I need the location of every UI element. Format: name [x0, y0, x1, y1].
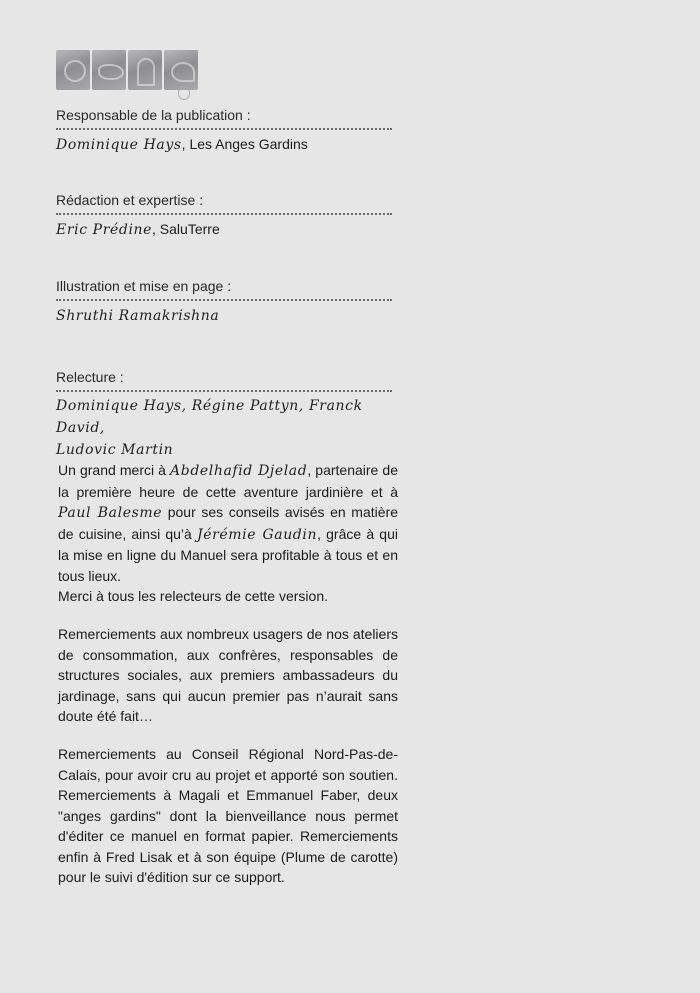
- logo-tile-sprout: [164, 50, 198, 90]
- thanks-text: Un grand merci à: [58, 462, 171, 478]
- thanks-text: Remerciements au Conseil Régional Nord-Pas-de-Calais, pour avoir cru au projet et apporté son soutien. Remerciements à Magali et Emmanuel Faber, deux "anges gardins" dont la bienveillance nous permet d'éditer ce manuel en format papier. Remerciements enfin à Fred Lisak et à son équipe (Plume de carotte) pour le suivi d'édition sur ce support.: [58, 746, 398, 885]
- credit-label: Responsable de la publication :: [56, 106, 392, 130]
- thanks-text: pour ses conseils avisés en matière de cuisine, ainsi qu’à: [58, 504, 398, 542]
- thanks-text: Remerciements aux nombreux usagers de nos ateliers de consommation, aux confrères, responsables de structures sociales, aux premiers ambassadeurs du jardinage, sans qui aucun premier pas n’aurait sans doute été fait…: [58, 626, 398, 724]
- thanks-paragraph-3: [58, 744, 398, 888]
- credit-label: Illustration et mise en page :: [56, 277, 392, 301]
- logo-curl-ornament: [178, 86, 190, 100]
- credit-script-name: Dominique Hays, Régine Pattyn, Franck David,: [56, 398, 363, 436]
- credit-script-name: Shruthi Ramakrishna: [56, 308, 220, 324]
- credit-publication: [56, 106, 396, 156]
- credit-relecture: [56, 368, 396, 461]
- thanks-paragraph-2: [58, 624, 398, 727]
- credit-script-name: Eric Prédine: [56, 222, 153, 238]
- credit-label: Rédaction et expertise :: [56, 191, 392, 215]
- credit-script-name: Dominique Hays: [56, 137, 182, 153]
- credit-names: [56, 304, 396, 327]
- logo-tile-hands: [56, 50, 90, 90]
- logo-tile-pot: [128, 50, 162, 90]
- logo-tile-leaf: [92, 50, 126, 90]
- thanks-name-balesme: Paul Balesme: [58, 505, 163, 521]
- logo-image-strip: [56, 50, 198, 90]
- thanks-relecteurs: Merci à tous les relecteurs de cette version.: [58, 588, 329, 604]
- thanks-paragraph-1: [58, 460, 398, 607]
- credit-organisation: , SaluTerre: [152, 221, 220, 237]
- credit-label: Relecture :: [56, 368, 392, 392]
- credit-organisation: , Les Anges Gardins: [181, 136, 308, 152]
- credit-names: [56, 395, 396, 461]
- credit-illustration: [56, 277, 396, 327]
- thanks-name-gaudin: Jérémie Gaudin: [197, 526, 318, 543]
- thanks-name-djelad: Abdelhafid Djelad: [170, 463, 308, 479]
- credit-names: [56, 218, 396, 241]
- thanks-text: , partenaire de la première heure de cette aventure jardinière et à: [58, 462, 398, 500]
- thanks-text: , grâce à qui la mise en ligne du Manuel sera profitable à tous et en tous lieux.: [58, 525, 398, 584]
- credit-names: [56, 133, 396, 156]
- credit-redaction: [56, 191, 396, 241]
- credit-script-name-continued: Ludovic Martin: [56, 442, 174, 458]
